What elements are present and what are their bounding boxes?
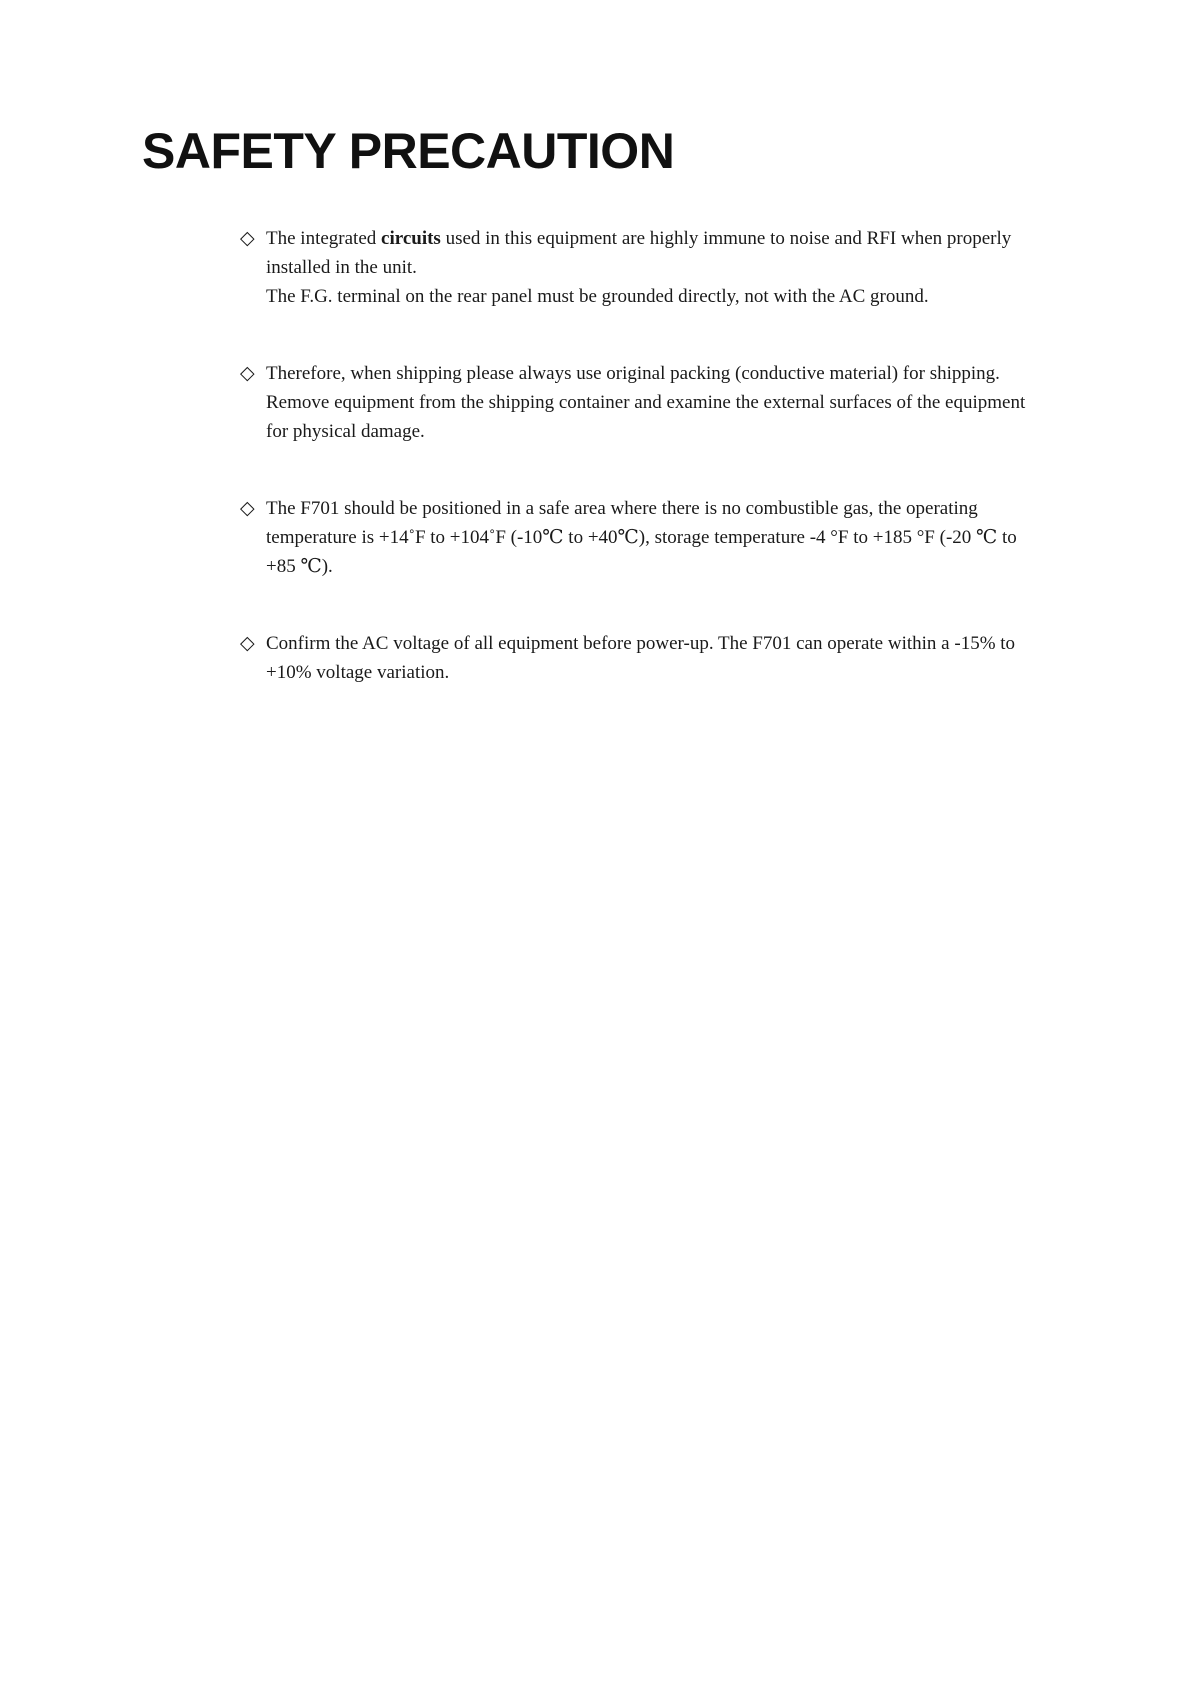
precaution-item-voltage [240, 629, 1050, 687]
precaution-text: The F701 should be positioned in a safe area where there is no combustible gas, the operating temperature is +14˚F to +104˚F (-10℃ to +40℃), storage temperature -4 °F to +185 °F (-20 ℃ to +85 ℃). [266, 498, 1017, 577]
precaution-text: Therefore, when shipping please always use original packing (conductive material) for shipping. Remove equipment from the shipping container and examine the external surfaces of the equipment for physical damage. [266, 363, 1026, 442]
diamond-bullet-icon: ◇ [240, 227, 255, 249]
precaution-list [240, 224, 1050, 735]
page-title: SAFETY PRECAUTION [142, 123, 675, 179]
precaution-text [266, 224, 1050, 282]
diamond-bullet-icon: ◇ [240, 632, 255, 654]
diamond-bullet-icon: ◇ [240, 362, 255, 384]
text-segment: The integrated [266, 228, 382, 249]
diamond-bullet-icon: ◇ [240, 497, 255, 519]
precaution-item-circuits [240, 224, 1050, 311]
precaution-text: Confirm the AC voltage of all equipment before power-up. The F701 can operate within a -15% to +10% voltage variation. [266, 633, 1016, 683]
precaution-text-grounding: The F.G. terminal on the rear panel must be grounded directly, not with the AC ground. [266, 286, 929, 307]
bold-term: circuits [381, 228, 441, 249]
text-segment: used in this equipment are highly immune to noise and RFI when properly installed in the unit. [266, 228, 1012, 278]
precaution-item-shipping [240, 359, 1050, 446]
precaution-item-temperature [240, 494, 1050, 581]
